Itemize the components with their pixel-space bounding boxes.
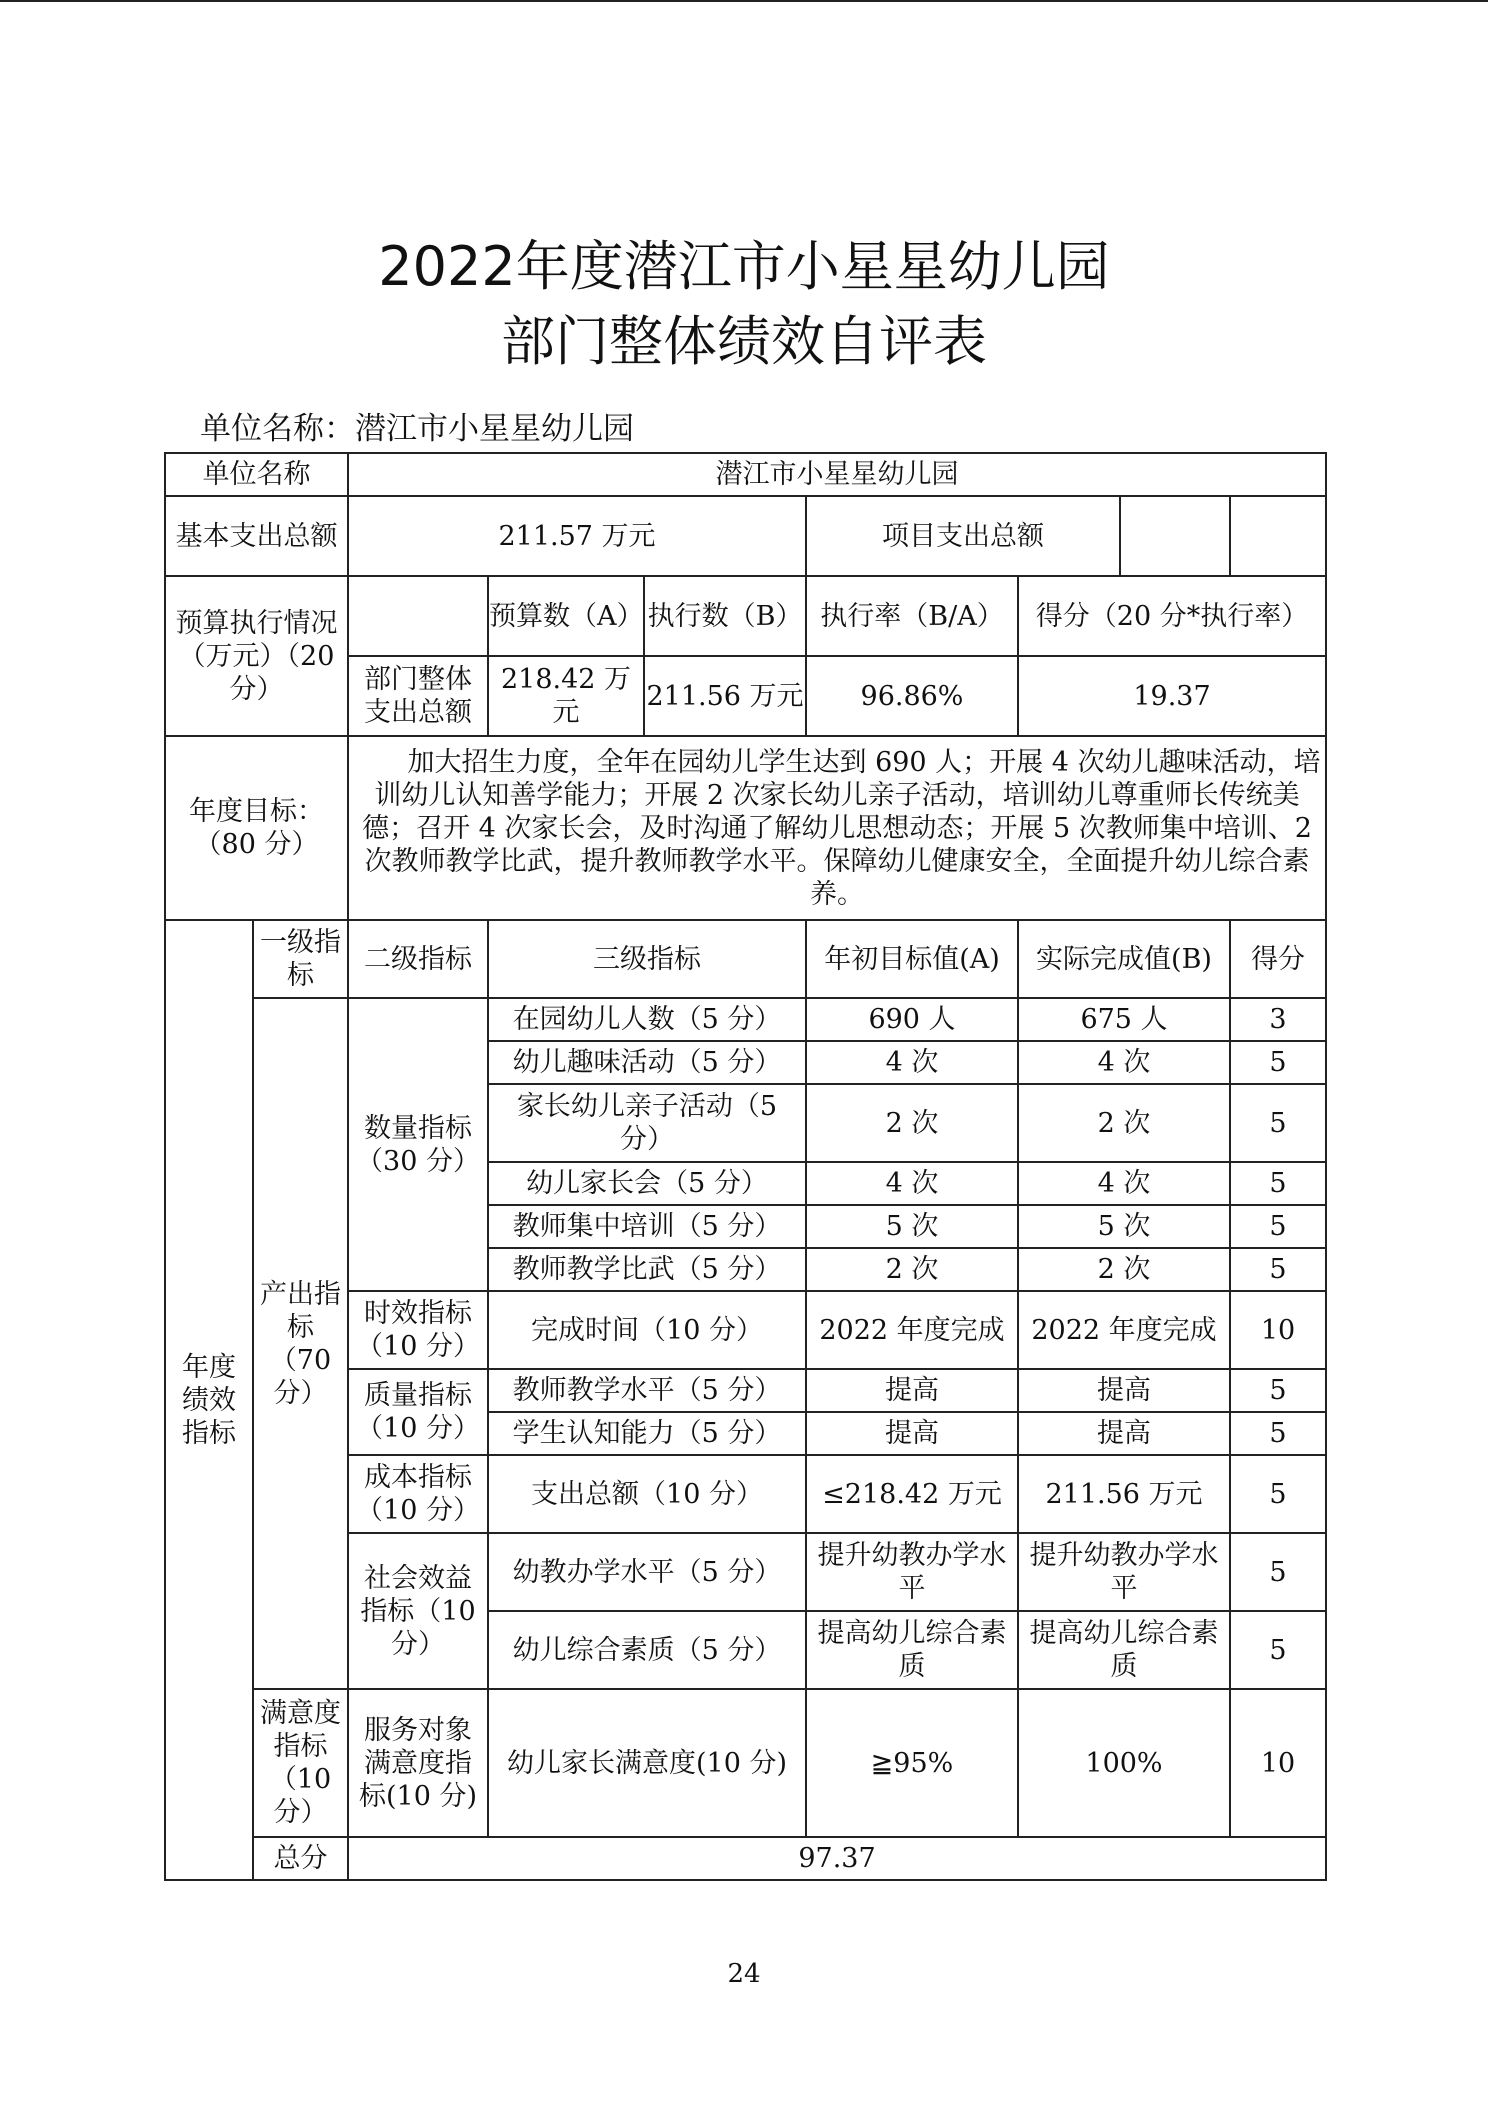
exec-value: 211.56 万元	[646, 680, 804, 712]
indicator-target: ≧95%	[806, 1689, 1018, 1837]
total-label: 总分	[253, 1837, 348, 1880]
indicator-score: 5	[1230, 1041, 1326, 1084]
header-level3: 三级指标	[488, 920, 806, 998]
indicator-actual: 提高幼儿综合素质	[1018, 1611, 1230, 1689]
indicator-name: 学生认知能力（5 分）	[488, 1412, 806, 1455]
top-border-line	[0, 0, 1488, 2]
indicator-score: 5	[1230, 1248, 1326, 1291]
indicator-score: 5	[1230, 1084, 1326, 1162]
unit-name-line: 单位名称：潜江市小星星幼儿园	[200, 411, 634, 447]
performance-table	[164, 452, 1327, 1881]
budget-col-pair	[488, 576, 806, 656]
indicator-score: 5	[1230, 1162, 1326, 1205]
quantity-group-label: 数量指标（30 分）	[348, 998, 488, 1291]
quality-group-label: 质量指标（10 分）	[348, 1369, 488, 1455]
indicator-actual: 提高	[1018, 1369, 1230, 1412]
indicator-name: 幼儿家长会（5 分）	[488, 1162, 806, 1205]
timeliness-group-label: 时效指标（10 分）	[348, 1291, 488, 1369]
output-indicator-label: 产出指标（70 分）	[253, 998, 348, 1689]
indicator-actual: 211.56 万元	[1018, 1455, 1230, 1533]
page-number: 24	[727, 1959, 761, 1989]
indicator-target: 2 次	[806, 1084, 1018, 1162]
indicator-name: 家长幼儿亲子活动（5 分）	[488, 1084, 806, 1162]
project-expense-cell	[806, 496, 1230, 576]
indicator-score: 5	[1230, 1455, 1326, 1533]
project-expense-label: 项目支出总额	[807, 497, 1121, 575]
indicator-target: 提高	[806, 1369, 1018, 1412]
indicator-actual: 5 次	[1018, 1205, 1230, 1248]
indicator-score: 10	[1230, 1689, 1326, 1837]
goal-label: 年度目标：（80 分）	[165, 736, 348, 920]
indicator-name: 幼教办学水平（5 分）	[488, 1533, 806, 1611]
indicator-actual: 100%	[1018, 1689, 1230, 1837]
budget-row-label: 部门整体支出总额	[348, 656, 488, 736]
indicator-target: 4 次	[806, 1041, 1018, 1084]
header-actual: 实际完成值(B)	[1018, 920, 1230, 998]
budget-col-budget: 预算数（A）	[489, 577, 645, 655]
budget-value: 218.42 万元	[489, 657, 645, 735]
budget-value-pair	[488, 656, 806, 736]
indicator-score: 10	[1230, 1291, 1326, 1369]
indicator-target: 690 人	[806, 998, 1018, 1041]
indicator-actual: 4 次	[1018, 1162, 1230, 1205]
indicator-actual: 2 次	[1018, 1248, 1230, 1291]
rate-value: 96.86%	[806, 656, 1018, 736]
header-level1: 一级指标	[253, 920, 348, 998]
indicator-name: 完成时间（10 分）	[488, 1291, 806, 1369]
social-group-label: 社会效益指标（10 分）	[348, 1533, 488, 1689]
service-group-label: 服务对象满意度指标(10 分)	[348, 1689, 488, 1837]
budget-section-label: 预算执行情况（万元）（20 分）	[165, 576, 348, 736]
cost-group-label: 成本指标（10 分）	[348, 1455, 488, 1533]
indicator-target: ≤218.42 万元	[806, 1455, 1018, 1533]
indicator-name: 幼儿综合素质（5 分）	[488, 1611, 806, 1689]
indicator-name: 教师集中培训（5 分）	[488, 1205, 806, 1248]
basic-expense-value: 211.57 万元	[348, 496, 806, 576]
total-value: 97.37	[348, 1837, 1326, 1880]
header-level2: 二级指标	[348, 920, 488, 998]
indicator-name: 幼儿家长满意度(10 分)	[488, 1689, 806, 1837]
indicator-actual: 提升幼教办学水平	[1018, 1533, 1230, 1611]
indicator-score: 5	[1230, 1412, 1326, 1455]
indicator-actual: 4 次	[1018, 1041, 1230, 1084]
indicator-name: 教师教学水平（5 分）	[488, 1369, 806, 1412]
satisfaction-indicator-label: 满意度指标（10 分）	[253, 1689, 348, 1837]
header-target: 年初目标值(A)	[806, 920, 1018, 998]
indicator-name: 支出总额（10 分）	[488, 1455, 806, 1533]
indicator-actual: 675 人	[1018, 998, 1230, 1041]
project-expense-value-inner	[1121, 497, 1229, 575]
indicator-score: 5	[1230, 1533, 1326, 1611]
indicator-score: 5	[1230, 1611, 1326, 1689]
unit-value-cell: 潜江市小星星幼儿园	[348, 453, 1326, 496]
indicator-target: 5 次	[806, 1205, 1018, 1248]
indicator-target: 提高幼儿综合素质	[806, 1611, 1018, 1689]
budget-col-score: 得分（20 分*执行率）	[1018, 576, 1326, 656]
indicator-target: 2022 年度完成	[806, 1291, 1018, 1369]
basic-expense-label: 基本支出总额	[165, 496, 348, 576]
header-score: 得分	[1230, 920, 1326, 998]
indicator-target: 2 次	[806, 1248, 1018, 1291]
page-title-line-2: 部门整体绩效自评表	[501, 310, 987, 373]
indicator-score: 5	[1230, 1369, 1326, 1412]
indicator-name: 在园幼儿人数（5 分）	[488, 998, 806, 1041]
indicator-score: 5	[1230, 1205, 1326, 1248]
indicator-score: 3	[1230, 998, 1326, 1041]
budget-blank-cell	[348, 576, 488, 656]
indicator-name: 教师教学比武（5 分）	[488, 1248, 806, 1291]
budget-col-exec: 执行数（B）	[647, 600, 803, 632]
indicator-section-label: 年度绩效指标	[165, 920, 253, 1880]
indicator-actual: 提高	[1018, 1412, 1230, 1455]
indicator-actual: 2022 年度完成	[1018, 1291, 1230, 1369]
indicator-target: 提高	[806, 1412, 1018, 1455]
goal-text: 加大招生力度，全年在园幼儿学生达到 690 人；开展 4 次幼儿趣味活动，培训幼儿认知善学能力；开展 2 次家长幼儿亲子活动，培训幼儿尊重师长传统美德；召开 4 次家长会，及时沟通了解幼儿思想动态；开展 5 次教师集中培训、2 次教师教学比武，提升教师教学水平。保障幼儿健康安全，全面提升幼儿综合素养。	[348, 736, 1326, 920]
unit-label-cell: 单位名称	[165, 453, 348, 496]
budget-col-rate: 执行率（B/A）	[806, 576, 1018, 656]
indicator-target: 提升幼教办学水平	[806, 1533, 1018, 1611]
indicator-target: 4 次	[806, 1162, 1018, 1205]
indicator-actual: 2 次	[1018, 1084, 1230, 1162]
project-expense-value	[1230, 496, 1326, 576]
page-title-line-1: 2022年度潜江市小星星幼儿园	[378, 235, 1110, 298]
budget-score-value: 19.37	[1018, 656, 1326, 736]
indicator-name: 幼儿趣味活动（5 分）	[488, 1041, 806, 1084]
